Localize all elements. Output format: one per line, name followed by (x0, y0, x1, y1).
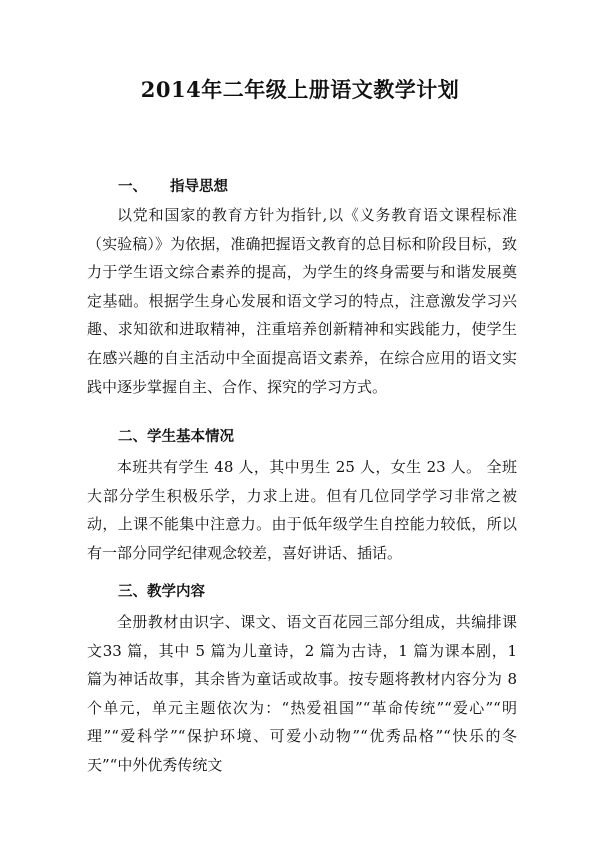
section-number: 一、 (118, 179, 147, 195)
section-title: 指导思想 (170, 179, 228, 195)
section-heading-guiding-ideology (118, 177, 228, 197)
section-heading-student-situation (118, 427, 234, 447)
section-title: 学生基本情况 (147, 429, 234, 445)
section-title: 教学内容 (147, 584, 205, 600)
section-paragraph-student-situation: 本班共有学生 48 人，其中男生 25 人，女生 23 人。 全班大部分学生积极乐学，力求上进。但有几位同学学习非常之被动，上课不能集中注意力。由于低年级学生自控能力较低，所以有一部分同学纪律观念较差，喜好讲话、插话。 (87, 458, 517, 562)
section-heading-teaching-content (118, 582, 205, 602)
section-paragraph-guiding-ideology: 以党和国家的教育方针为指针,以《义务教育语文课程标准（实验稿）》为依据，准确把握语文教育的总目标和阶段目标，致力于学生语文综合素养的提高，为学生的终身需要与和谐发展奠定基础。根据学生身心发展和语文学习的特点，注意激发学习兴趣、求知欲和进取精神，注重培养创新精神和实践能力，使学生在感兴趣的自主活动中全面提高语文素养，在综合应用的语文实践中逐步掌握自主、合作、探究的学习方式。 (87, 206, 517, 396)
document-title: 2014年二年级上册语文教学计划 (140, 77, 460, 102)
section-number: 三、 (118, 584, 147, 600)
section-number: 二、 (118, 429, 147, 445)
section-paragraph-teaching-content: 全册教材由识字、课文、语文百花园三部分组成，共编排课文33 篇，其中 5 篇为儿童诗，2 篇为古诗，1 篇为课本剧，1 篇为神话故事，其余皆为童话或故事。按专题将教材内容分为 8 个单元，单元主题依次为：“热爱祖国”“革命传统”“爱心”“明理”“爱科学”“保护环境、可爱小动物”“优秀品格”“快乐的冬天”“中外优秀传统文 (87, 613, 517, 774)
